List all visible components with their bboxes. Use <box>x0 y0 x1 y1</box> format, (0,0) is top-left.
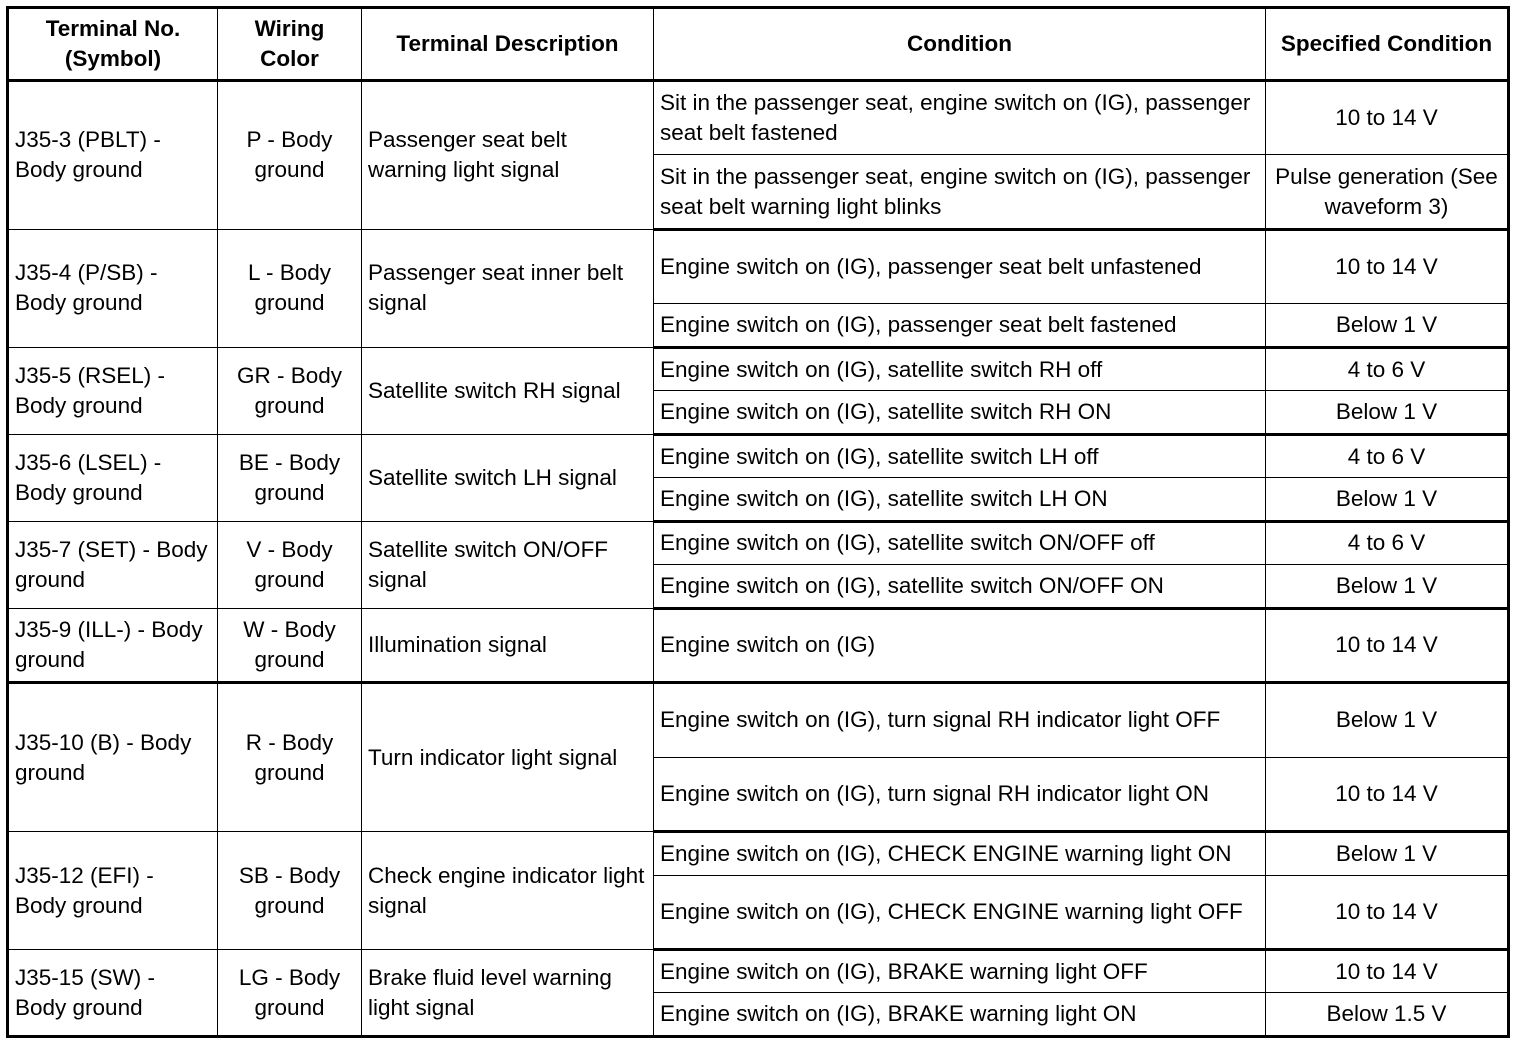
wiring-cell: W - Body ground <box>218 608 362 682</box>
table-row <box>8 683 1509 757</box>
condition-cell: Engine switch on (IG), BRAKE warning light OFF <box>654 950 1266 993</box>
header-wiring: Wiring Color <box>218 8 362 81</box>
terminal-cell: J35-12 (EFI) - Body ground <box>8 832 218 950</box>
wiring-cell: GR - Body ground <box>218 347 362 434</box>
specified-cell: Below 1 V <box>1266 683 1509 757</box>
specified-cell: 10 to 14 V <box>1266 81 1509 155</box>
condition-cell: Engine switch on (IG), CHECK ENGINE warning light OFF <box>654 875 1266 949</box>
table-row <box>8 608 1509 682</box>
condition-cell: Sit in the passenger seat, engine switch on (IG), passenger seat belt fastened <box>654 81 1266 155</box>
specified-cell: Below 1 V <box>1266 478 1509 521</box>
description-cell: Brake fluid level warning light signal <box>362 950 654 1037</box>
specified-cell: 4 to 6 V <box>1266 521 1509 564</box>
condition-cell: Engine switch on (IG), turn signal RH indicator light ON <box>654 757 1266 831</box>
wiring-cell: BE - Body ground <box>218 434 362 521</box>
condition-cell: Engine switch on (IG), BRAKE warning light ON <box>654 993 1266 1037</box>
header-row <box>8 8 1509 81</box>
condition-cell: Engine switch on (IG), satellite switch RH off <box>654 347 1266 390</box>
terminal-cell: J35-10 (B) - Body ground <box>8 683 218 832</box>
specified-cell: Below 1 V <box>1266 565 1509 608</box>
specified-cell: 4 to 6 V <box>1266 434 1509 477</box>
terminal-cell: J35-15 (SW) - Body ground <box>8 950 218 1037</box>
specified-cell: 10 to 14 V <box>1266 608 1509 682</box>
header-specified: Specified Condition <box>1266 8 1509 81</box>
specified-cell: Below 1 V <box>1266 391 1509 434</box>
condition-cell: Engine switch on (IG), turn signal RH indicator light OFF <box>654 683 1266 757</box>
specified-cell: 4 to 6 V <box>1266 347 1509 390</box>
condition-cell: Engine switch on (IG), satellite switch LH off <box>654 434 1266 477</box>
description-cell: Turn indicator light signal <box>362 683 654 832</box>
wiring-cell: R - Body ground <box>218 683 362 832</box>
specified-cell: 10 to 14 V <box>1266 229 1509 303</box>
specified-cell: 10 to 14 V <box>1266 875 1509 949</box>
terminal-cell: J35-3 (PBLT) - Body ground <box>8 81 218 230</box>
table-row <box>8 347 1509 390</box>
table-row <box>8 434 1509 477</box>
table-row <box>8 81 1509 155</box>
table-row <box>8 832 1509 875</box>
description-cell: Passenger seat inner belt signal <box>362 229 654 347</box>
specified-cell: Pulse generation (See waveform 3) <box>1266 155 1509 229</box>
wiring-cell: P - Body ground <box>218 81 362 230</box>
condition-cell: Engine switch on (IG), satellite switch LH ON <box>654 478 1266 521</box>
terminal-spec-table <box>6 6 1510 1038</box>
header-terminal: Terminal No. (Symbol) <box>8 8 218 81</box>
condition-cell: Engine switch on (IG) <box>654 608 1266 682</box>
terminal-cell: J35-6 (LSEL) - Body ground <box>8 434 218 521</box>
description-cell: Check engine indicator light signal <box>362 832 654 950</box>
header-description: Terminal Description <box>362 8 654 81</box>
specified-cell: 10 to 14 V <box>1266 757 1509 831</box>
condition-cell: Engine switch on (IG), satellite switch ON/OFF off <box>654 521 1266 564</box>
table-row <box>8 950 1509 993</box>
condition-cell: Engine switch on (IG), satellite switch RH ON <box>654 391 1266 434</box>
terminal-cell: J35-7 (SET) - Body ground <box>8 521 218 608</box>
header-condition: Condition <box>654 8 1266 81</box>
condition-cell: Engine switch on (IG), satellite switch ON/OFF ON <box>654 565 1266 608</box>
wiring-cell: SB - Body ground <box>218 832 362 950</box>
table-row <box>8 521 1509 564</box>
condition-cell: Sit in the passenger seat, engine switch on (IG), passenger seat belt warning light blinks <box>654 155 1266 229</box>
specified-cell: Below 1.5 V <box>1266 993 1509 1037</box>
specified-cell: Below 1 V <box>1266 832 1509 875</box>
description-cell: Satellite switch RH signal <box>362 347 654 434</box>
description-cell: Passenger seat belt warning light signal <box>362 81 654 230</box>
wiring-cell: L - Body ground <box>218 229 362 347</box>
condition-cell: Engine switch on (IG), passenger seat belt fastened <box>654 304 1266 347</box>
terminal-cell: J35-5 (RSEL) - Body ground <box>8 347 218 434</box>
specified-cell: Below 1 V <box>1266 304 1509 347</box>
terminal-cell: J35-4 (P/SB) - Body ground <box>8 229 218 347</box>
terminal-cell: J35-9 (ILL-) - Body ground <box>8 608 218 682</box>
condition-cell: Engine switch on (IG), CHECK ENGINE warning light ON <box>654 832 1266 875</box>
wiring-cell: LG - Body ground <box>218 950 362 1037</box>
description-cell: Illumination signal <box>362 608 654 682</box>
table-row <box>8 229 1509 303</box>
description-cell: Satellite switch LH signal <box>362 434 654 521</box>
table-body <box>8 81 1509 1037</box>
wiring-cell: V - Body ground <box>218 521 362 608</box>
description-cell: Satellite switch ON/OFF signal <box>362 521 654 608</box>
condition-cell: Engine switch on (IG), passenger seat belt unfastened <box>654 229 1266 303</box>
specified-cell: 10 to 14 V <box>1266 950 1509 993</box>
